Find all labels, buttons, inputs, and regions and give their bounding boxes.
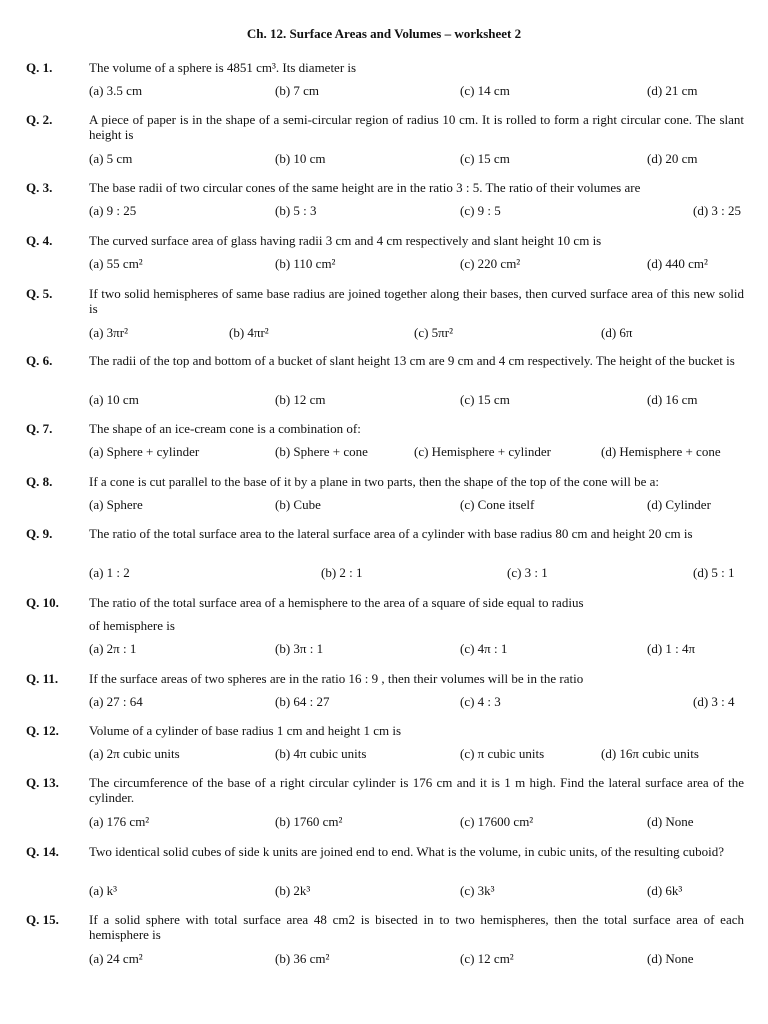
option-b: (b) 5 : 3	[275, 203, 317, 218]
option-d: (d) 16π cubic units	[601, 746, 699, 761]
option-a: (a) 5 cm	[89, 151, 133, 166]
option-d: (d) 16 cm	[647, 392, 698, 407]
options-row	[0, 256, 768, 272]
option-d: (d) 6π	[601, 325, 633, 340]
question-number: Q. 5.	[26, 286, 53, 301]
option-b: (b) Sphere + cone	[275, 444, 368, 459]
option-c: (c) Cone itself	[460, 497, 535, 512]
option-d: (d) 6k³	[647, 883, 683, 898]
option-d: (d) 21 cm	[647, 83, 698, 98]
options-row	[0, 951, 768, 967]
option-c: (c) 9 : 5	[460, 203, 501, 218]
option-b: (b) Cube	[275, 497, 321, 512]
question-text: The circumference of the base of a right circular cylinder is 176 cm and it is 1 m high. Find the lateral surface area of the cylinder.	[89, 775, 744, 805]
options-row	[0, 641, 768, 657]
option-d: (d) None	[647, 814, 694, 829]
option-a: (a) 2π : 1	[89, 641, 137, 656]
option-a: (a) 55 cm²	[89, 256, 143, 271]
option-a: (a) k³	[89, 883, 118, 898]
option-a: (a) 1 : 2	[89, 565, 130, 580]
option-c: (c) 220 cm²	[460, 256, 521, 271]
question-text: If a cone is cut parallel to the base of it by a plane in two parts, then the shape of the top of the cone will be a:	[89, 474, 660, 489]
option-d: (d) 5 : 1	[693, 565, 735, 580]
question-text: The curved surface area of glass having radii 3 cm and 4 cm respectively and slant height 10 cm is	[89, 233, 602, 248]
options-row	[0, 694, 768, 710]
option-c: (c) 15 cm	[460, 392, 510, 407]
question-number: Q. 4.	[26, 233, 53, 248]
option-a: (a) 9 : 25	[89, 203, 137, 218]
options-row	[0, 325, 768, 341]
options-row	[0, 203, 768, 219]
question-text: The shape of an ice-cream cone is a combination of:	[89, 421, 361, 436]
options-row	[0, 565, 768, 581]
option-b: (b) 7 cm	[275, 83, 320, 98]
option-b: (b) 10 cm	[275, 151, 326, 166]
question-number: Q. 6.	[26, 353, 53, 368]
question-number: Q. 7.	[26, 421, 53, 436]
question-text: Volume of a cylinder of base radius 1 cm and height 1 cm is	[89, 723, 402, 738]
option-c: (c) 14 cm	[460, 83, 510, 98]
option-d: (d) 440 cm²	[647, 256, 708, 271]
option-a: (a) 176 cm²	[89, 814, 150, 829]
option-d: (d) 1 : 4π	[647, 641, 696, 656]
option-c: (c) Hemisphere + cylinder	[414, 444, 551, 459]
question-number: Q. 11.	[26, 671, 59, 686]
option-d: (d) 3 : 4	[693, 694, 735, 709]
question-number: Q. 1.	[26, 60, 53, 75]
option-a: (a) 3.5 cm	[89, 83, 143, 98]
option-b: (b) 64 : 27	[275, 694, 330, 709]
question-number: Q. 8.	[26, 474, 53, 489]
question-text: Two identical solid cubes of side k units are joined end to end. What is the volume, in cubic units, of the resulting cuboid?	[89, 844, 724, 859]
options-row	[0, 83, 768, 99]
option-d: (d) None	[647, 951, 694, 966]
option-a: (a) 27 : 64	[89, 694, 143, 709]
question-text: The volume of a sphere is 4851 cm³. Its diameter is	[89, 60, 357, 75]
options-row	[0, 814, 768, 830]
option-c: (c) 4π : 1	[460, 641, 508, 656]
question-text: If two solid hemispheres of same base radius are joined together along their bases, then curved surface area of this new solid is	[89, 286, 744, 316]
option-d: (d) 3 : 25	[693, 203, 742, 218]
option-b: (b) 1760 cm²	[275, 814, 343, 829]
options-row	[0, 392, 768, 408]
option-c: (c) π cubic units	[460, 746, 545, 761]
question-text-continued: of hemisphere is	[89, 618, 175, 633]
options-row	[0, 151, 768, 167]
question-number: Q. 12.	[26, 723, 59, 738]
option-d: (d) 20 cm	[647, 151, 698, 166]
option-c: (c) 17600 cm²	[460, 814, 534, 829]
option-c: (c) 5πr²	[414, 325, 453, 340]
options-row	[0, 444, 768, 460]
option-c: (c) 4 : 3	[460, 694, 501, 709]
option-d: (d) Hemisphere + cone	[601, 444, 721, 459]
question-text: If the surface areas of two spheres are in the ratio 16 : 9 , then their volumes will be in the ratio	[89, 671, 584, 686]
option-c: (c) 15 cm	[460, 151, 510, 166]
option-c: (c) 3k³	[460, 883, 495, 898]
option-b: (b) 3π : 1	[275, 641, 324, 656]
question-text: If a solid sphere with total surface area 48 cm2 is bisected in to two hemispheres, then the total surface area of each hemisphere is	[89, 912, 744, 942]
question-text: The radii of the top and bottom of a bucket of slant height 13 cm are 9 cm and 4 cm respectively. The height of the bucket is	[89, 353, 735, 368]
options-row	[0, 883, 768, 899]
option-d: (d) Cylinder	[647, 497, 711, 512]
option-b: (b) 2k³	[275, 883, 311, 898]
option-a: (a) 3πr²	[89, 325, 128, 340]
question-number: Q. 9.	[26, 526, 53, 541]
option-b: (b) 110 cm²	[275, 256, 336, 271]
option-a: (a) Sphere + cylinder	[89, 444, 200, 459]
page-title: Ch. 12. Surface Areas and Volumes – worksheet 2	[246, 26, 522, 41]
question-number: Q. 15.	[26, 912, 59, 927]
option-c: (c) 12 cm²	[460, 951, 514, 966]
option-b: (b) 4π cubic units	[275, 746, 367, 761]
option-c: (c) 3 : 1	[507, 565, 548, 580]
options-row	[0, 497, 768, 513]
option-a: (a) 24 cm²	[89, 951, 143, 966]
option-b: (b) 36 cm²	[275, 951, 330, 966]
option-a: (a) 2π cubic units	[89, 746, 180, 761]
question-text: A piece of paper is in the shape of a semi-circular region of radius 10 cm. It is rolled to form a right circular cone. The slant height is	[89, 112, 744, 142]
question-number: Q. 2.	[26, 112, 53, 127]
question-number: Q. 10.	[26, 595, 59, 610]
option-b: (b) 4πr²	[229, 325, 269, 340]
question-text: The ratio of the total surface area of a hemisphere to the area of a square of side equal to radius	[89, 595, 584, 610]
option-b: (b) 12 cm	[275, 392, 326, 407]
question-number: Q. 14.	[26, 844, 59, 859]
options-row	[0, 746, 768, 762]
question-number: Q. 13.	[26, 775, 59, 790]
option-a: (a) Sphere	[89, 497, 143, 512]
question-number: Q. 3.	[26, 180, 53, 195]
option-a: (a) 10 cm	[89, 392, 139, 407]
question-text: The base radii of two circular cones of the same height are in the ratio 3 : 5. The ratio of their volumes are	[89, 180, 641, 195]
option-b: (b) 2 : 1	[321, 565, 363, 580]
question-text: The ratio of the total surface area to the lateral surface area of a cylinder with base radius 80 cm and height 20 cm is	[89, 526, 693, 541]
